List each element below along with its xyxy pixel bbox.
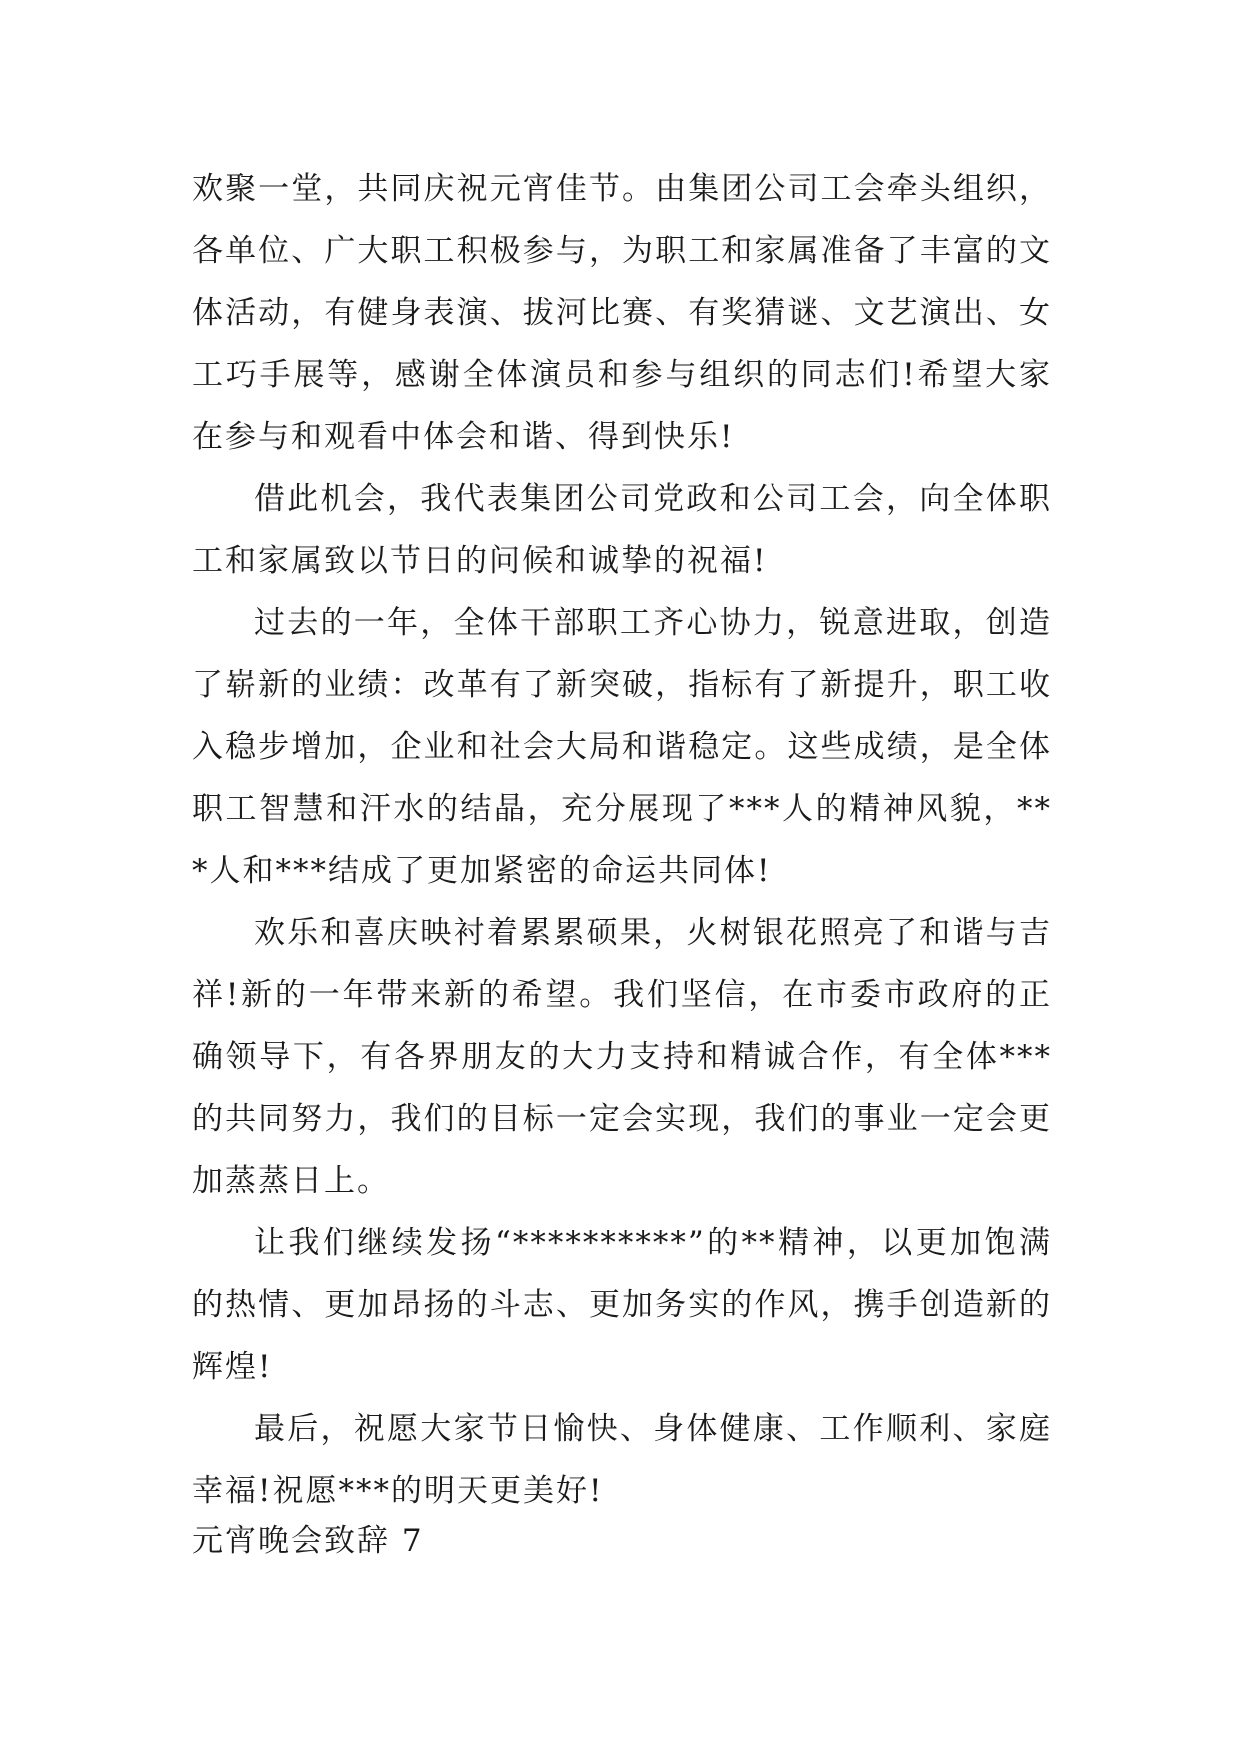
section-heading: 元宵晚会致辞 7	[192, 1523, 424, 1559]
paragraph-6: 最后，祝愿大家节日愉快、身体健康、工作顺利、家庭幸福!祝愿***的明天更美好!	[192, 1411, 1052, 1509]
paragraph-3: 过去的一年，全体干部职工齐心协力，锐意进取，创造了崭新的业绩：改革有了新突破，指标有了新提升，职工收入稳步增加，企业和社会大局和谐稳定。这些成绩，是全体职工智慧和汗水的结晶，充分展现了***人的精神风貌，***人和***结成了更加紧密的命运共同体!	[192, 605, 1052, 889]
paragraph-4: 欢乐和喜庆映衬着累累硕果，火树银花照亮了和谐与吉祥!新的一年带来新的希望。我们坚信，在市委市政府的正确领导下，有各界朋友的大力支持和精诚合作，有全体***的共同努力，我们的目标一定会实现，我们的事业一定会更加蒸蒸日上。	[192, 915, 1052, 1199]
paragraph-5: 让我们继续发扬“**********”的**精神，以更加饱满的热情、更加昂扬的斗志、更加务实的作风，携手创造新的辉煌!	[192, 1225, 1052, 1385]
paragraph-1: 欢聚一堂，共同庆祝元宵佳节。由集团公司工会牵头组织，各单位、广大职工积极参与，为职工和家属准备了丰富的文体活动，有健身表演、拔河比赛、有奖猜谜、文艺演出、女工巧手展等，感谢全体演员和参与组织的同志们!希望大家在参与和观看中体会和谐、得到快乐!	[192, 171, 1052, 455]
paragraph-2: 借此机会，我代表集团公司党政和公司工会，向全体职工和家属致以节日的问候和诚挚的祝福!	[192, 481, 1052, 579]
document-body	[192, 158, 1052, 1522]
